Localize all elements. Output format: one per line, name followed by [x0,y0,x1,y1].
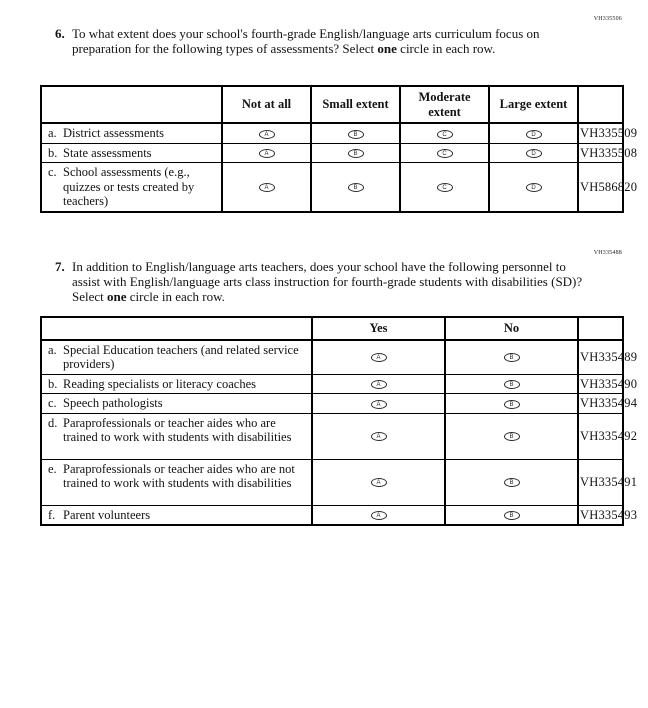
oval-letter: B [509,382,514,389]
question-7-number: 7. [55,259,65,274]
row-label-cell [41,394,312,414]
option-cell [489,163,578,212]
table-row-special-education-teachers [41,340,623,375]
response-oval[interactable] [504,478,520,487]
response-oval[interactable] [348,130,364,139]
row-letter: a. [48,126,57,140]
oval-letter: D [531,131,536,138]
response-oval[interactable] [504,353,520,362]
response-oval[interactable] [371,380,387,389]
question-7-body-part1: In addition to English/language arts teachers, does your school have the following personnel to assist with English/language arts class instruction for fourth-grade students with disabilities (SD)? Select [72,259,583,304]
option-cell [312,505,445,525]
response-oval[interactable] [504,400,520,409]
response-oval[interactable] [259,130,275,139]
response-oval[interactable] [504,511,520,520]
question-7-text [55,259,583,304]
response-oval[interactable] [259,183,275,192]
option-cell [400,163,489,212]
oval-letter: D [531,151,536,158]
option-cell [445,394,578,414]
row-code: VH335490 [578,374,623,394]
response-oval[interactable] [437,149,453,158]
option-cell [222,163,311,212]
row-label-cell [41,340,312,375]
response-oval[interactable] [259,149,275,158]
row-code: VH335493 [578,505,623,525]
oval-letter: B [509,355,514,362]
table-row-speech-pathologists [41,394,623,414]
question-7-body-bold: one [107,289,127,304]
q7-header-empty [41,317,312,340]
oval-letter: C [442,131,447,138]
oval-letter: B [509,401,514,408]
row-letter: b. [48,145,58,160]
row-label-cell [41,459,312,505]
row-code: VH586820 [578,163,623,212]
row-label-cell [41,143,222,163]
row-label-cell [41,505,312,525]
row-letter: d. [48,415,58,430]
q7-header-code-empty [578,317,623,340]
row-letter: f. [48,507,56,522]
question-6-body-part2: circle in each row. [396,41,496,56]
row-text: Paraprofessionals or teacher aides who are trained to work with students with disabilities [63,415,292,444]
response-oval[interactable] [504,432,520,441]
question-6-number: 6. [55,26,65,41]
question-6-body-bold: one [377,41,397,56]
q6-header-empty [41,86,222,123]
row-text: Reading specialists or literacy coaches [63,376,256,391]
oval-letter: C [442,185,447,192]
row-text: State assessments [63,145,152,160]
row-text: District assessments [63,126,165,140]
question-7-code: VH335488 [593,250,622,256]
oval-letter: A [376,355,381,362]
oval-letter: B [509,434,514,441]
q7-header-row [41,317,623,340]
table-row-reading-specialists [41,374,623,394]
row-text: Special Education teachers (and related service providers) [63,342,299,371]
response-oval[interactable] [526,130,542,139]
option-cell [311,123,400,143]
response-oval[interactable] [437,130,453,139]
response-oval[interactable] [371,353,387,362]
response-oval[interactable] [371,478,387,487]
option-cell [222,123,311,143]
row-letter: e. [48,461,57,476]
row-text: School assessments (e.g., quizzes or tests created by teachers) [63,165,195,208]
row-letter: b. [48,376,58,391]
row-letter: c. [48,396,57,410]
response-oval[interactable] [437,183,453,192]
oval-letter: B [509,513,514,520]
table-row-paraprofessionals-trained [41,413,623,459]
row-code: VH335492 [578,413,623,459]
option-cell [222,143,311,163]
q6-header-moderate-extent: Moderate extent [400,86,489,123]
option-cell [445,340,578,375]
oval-letter: A [264,185,269,192]
response-oval[interactable] [371,400,387,409]
oval-letter: A [376,513,381,520]
row-code: VH335494 [578,394,623,414]
row-code: VH335509 [578,123,623,143]
oval-letter: A [264,151,269,158]
table-row-parent-volunteers [41,505,623,525]
question-6-text [55,26,583,56]
oval-letter: C [442,151,447,158]
oval-letter: B [353,185,358,192]
response-oval[interactable] [371,432,387,441]
table-row-paraprofessionals-not-trained [41,459,623,505]
option-cell [312,459,445,505]
oval-letter: B [353,151,358,158]
row-text: Paraprofessionals or teacher aides who are not trained to work with students with disabilities [63,461,295,490]
row-label-cell [41,163,222,212]
option-cell [311,143,400,163]
option-cell [489,143,578,163]
row-letter: c. [48,165,57,179]
row-text: Parent volunteers [63,507,151,522]
q6-header-not-at-all: Not at all [222,86,311,123]
option-cell [445,505,578,525]
oval-letter: B [509,480,514,487]
option-cell [312,340,445,375]
oval-letter: A [376,480,381,487]
row-label-cell [41,374,312,394]
oval-letter: D [531,185,536,192]
oval-letter: A [376,401,381,408]
oval-letter: B [353,131,358,138]
response-oval[interactable] [526,183,542,192]
q6-header-row [41,86,623,123]
row-letter: a. [48,342,57,357]
question-6-code: VH335506 [593,16,622,22]
question-6-body-part1: To what extent does your school's fourth-grade English/language arts curriculum focus on preparation for the following types of assessments? Select [72,26,540,56]
response-oval[interactable] [371,511,387,520]
option-cell [445,459,578,505]
option-cell [312,394,445,414]
row-code: VH335508 [578,143,623,163]
option-cell [400,143,489,163]
question-7-body-part2: circle in each row. [126,289,225,304]
question-7-table [40,316,638,526]
option-cell [312,413,445,459]
option-cell [445,374,578,394]
option-cell [400,123,489,143]
q7-header-no: No [445,317,578,340]
response-oval[interactable] [526,149,542,158]
row-text: Speech pathologists [63,396,163,410]
option-cell [445,413,578,459]
q6-header-large-extent: Large extent [489,86,578,123]
response-oval[interactable] [504,380,520,389]
row-label-cell [41,413,312,459]
option-cell [489,123,578,143]
oval-letter: A [264,131,269,138]
table-row-state-assessments [41,143,623,163]
option-cell [312,374,445,394]
q6-header-code-empty [578,86,623,123]
row-code: VH335489 [578,340,623,375]
question-6-table [40,85,638,213]
q7-header-yes: Yes [312,317,445,340]
row-code: VH335491 [578,459,623,505]
response-oval[interactable] [348,149,364,158]
table-row-school-assessments [41,163,623,212]
q6-header-small-extent: Small extent [311,86,400,123]
oval-letter: A [376,434,381,441]
row-label-cell [41,123,222,143]
option-cell [311,163,400,212]
table-row-district-assessments [41,123,623,143]
oval-letter: A [376,382,381,389]
response-oval[interactable] [348,183,364,192]
